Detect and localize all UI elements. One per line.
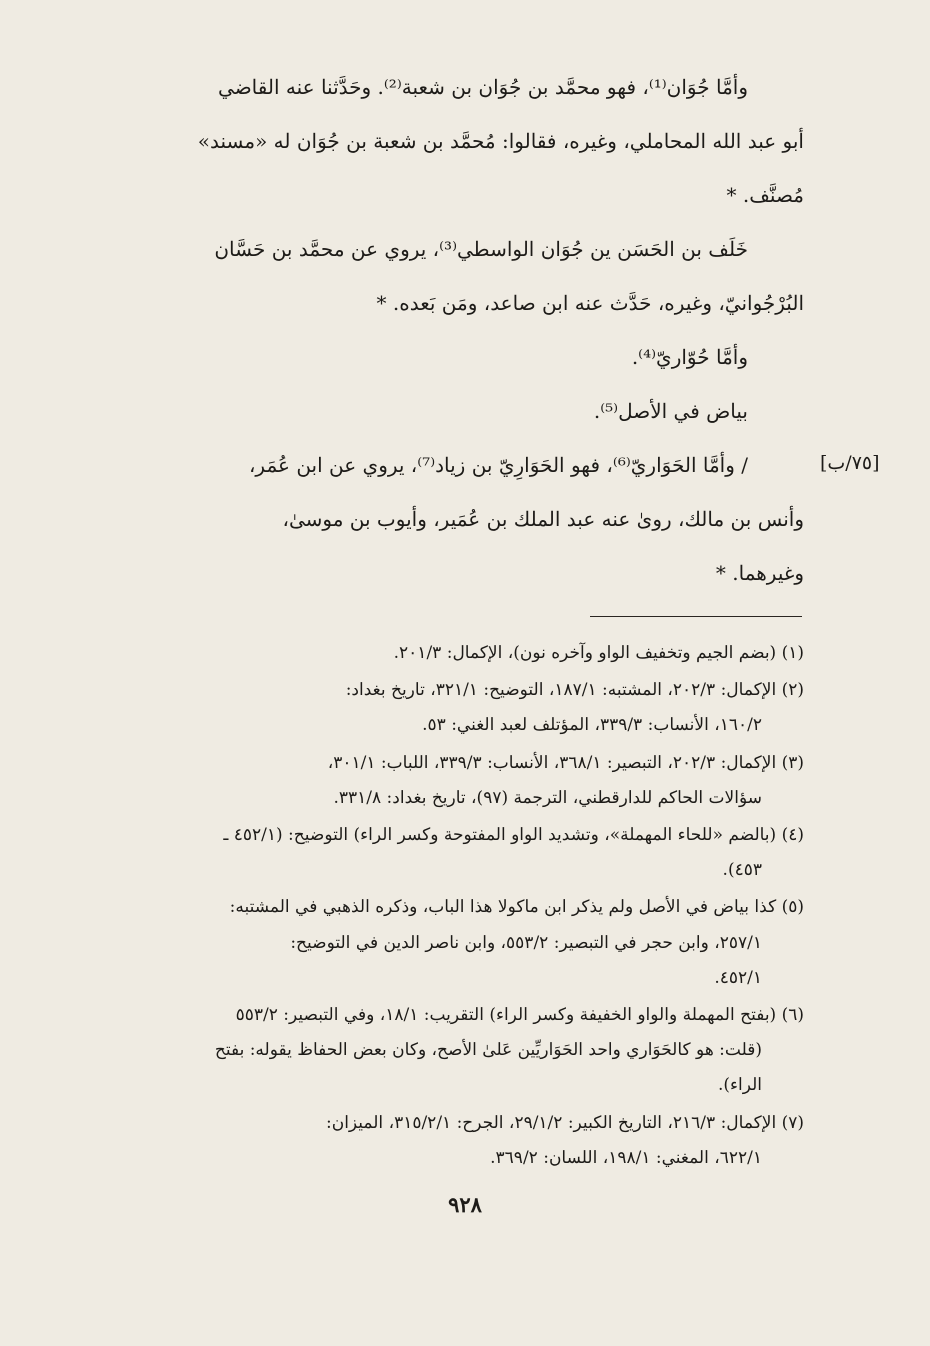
footnote-line: (٧) الإكمال: ٢١٦/٣، التاريخ الكبير: ٢٩/١/٢، الجرح: ٣١٥/٢/١، الميزان: <box>325 1112 804 1133</box>
page-number: ٩٢٨ <box>448 1192 482 1217</box>
footnote-line: سؤالات الحاكم للدارقطني، الترجمة (٩٧)، تاريخ بغداد: ٣٣١/٨. <box>333 787 762 808</box>
footnote-line: (٥) كذا بياض في الأصل ولم يذكر ابن ماكولا هذا الباب، وذكره الذهبي في المشتبه: <box>229 897 804 918</box>
body-line: خَلَف بن الحَسَن ين جُوَان الواسطي⁽³⁾، يروي عن محمَّد بن حَسَّان <box>214 237 748 261</box>
body-line: بياض في الأصل⁽⁵⁾. <box>593 399 748 423</box>
body-line: وأمَّا جُوَان⁽¹⁾، فهو محمَّد بن جُوَان بن شعبة⁽²⁾. وحَدَّثنا عنه القاضي <box>218 75 748 99</box>
footnote-line: (٤) (بالضم «للحاء المهملة»، وتشديد الواو المفتوحة وكسر الراء) التوضيح: (٤٥٢/١ ـ <box>223 825 804 846</box>
main-text <box>112 60 804 600</box>
footnote-line: ٦٢٢/١، المغني: ١٩٨/١، اللسان: ٣٦٩/٢. <box>490 1147 762 1168</box>
footnotes <box>112 636 804 1178</box>
footnote-line: ٤٥٢/١. <box>714 967 762 988</box>
footnote-7 <box>112 1106 804 1176</box>
footnote-line: (١) (بضم الجيم وتخفيف الواو وآخره نون)، الإكمال: ٢٠١/٣. <box>393 643 804 663</box>
footnote-5 <box>112 890 804 996</box>
footnote-line: الراء). <box>717 1075 762 1096</box>
footnote-line: (٦) (بفتح المهملة والواو الخفيفة وكسر الراء) التقريب: ١٨/١، وفي التبصير: ٥٥٣/٢ <box>235 1005 804 1026</box>
footnote-line: ٢٥٧/١، وابن حجر في التبصير: ٥٥٣/٢، وابن ناصر الدين في التوضيح: <box>290 932 762 953</box>
footnote-6 <box>112 998 804 1104</box>
footnote-line: (قلت: هو كالحَوَاري واحد الحَوَاريِّين عَلىٰ الأصح، وكان بعض الحفاظ يقوله: بفتح <box>214 1040 762 1061</box>
body-line: أبو عبد الله المحاملي، وغيره، فقالوا: مُحمَّد بن شعبة بن جُوَان له «مسند» <box>197 129 804 153</box>
footnote-separator <box>590 616 802 617</box>
footnote-line: ٤٥٣). <box>722 860 762 881</box>
body-line: البُرْجُوانيّ، وغيره، حَدَّث عنه ابن صاعد، ومَن بَعده. * <box>376 291 804 315</box>
body-line: مُصنَّف. * <box>726 183 804 207</box>
folio-margin-note: [٧٥/ب] <box>820 452 880 474</box>
body-line: وأمَّا حُوّاريّ⁽⁴⁾. <box>631 345 748 369</box>
footnote-1 <box>112 636 804 671</box>
footnote-line: (٣) الإكمال: ٢٠٢/٣، التبصير: ٣٦٨/١، الأنساب: ٣٣٩/٣، اللباب: ٣٠١/١، <box>327 752 804 773</box>
footnote-line: (٢) الإكمال: ٢٠٢/٣، المشتبه: ١٨٧/١، التوضيح: ٣٢١/١، تاريخ بغداد: <box>345 680 804 701</box>
body-line: / وأمَّا الحَوَاريّ⁽⁶⁾، فهو الحَوَارِيّ بن زياد⁽⁷⁾، يروي عن ابن عُمَر، <box>248 453 748 477</box>
footnote-line: ١٦٠/٢، الأنساب: ٣٣٩/٣، المؤتلف لعبد الغني: ٥٣. <box>422 715 762 736</box>
footnote-3 <box>112 746 804 816</box>
body-line: وأنس بن مالك، روىٰ عنه عبد الملك بن عُمَير، وأيوب بن موسىٰ، <box>282 507 804 531</box>
footnote-4 <box>112 818 804 888</box>
body-line: وغيرهما. * <box>715 561 804 585</box>
footnote-2 <box>112 673 804 743</box>
